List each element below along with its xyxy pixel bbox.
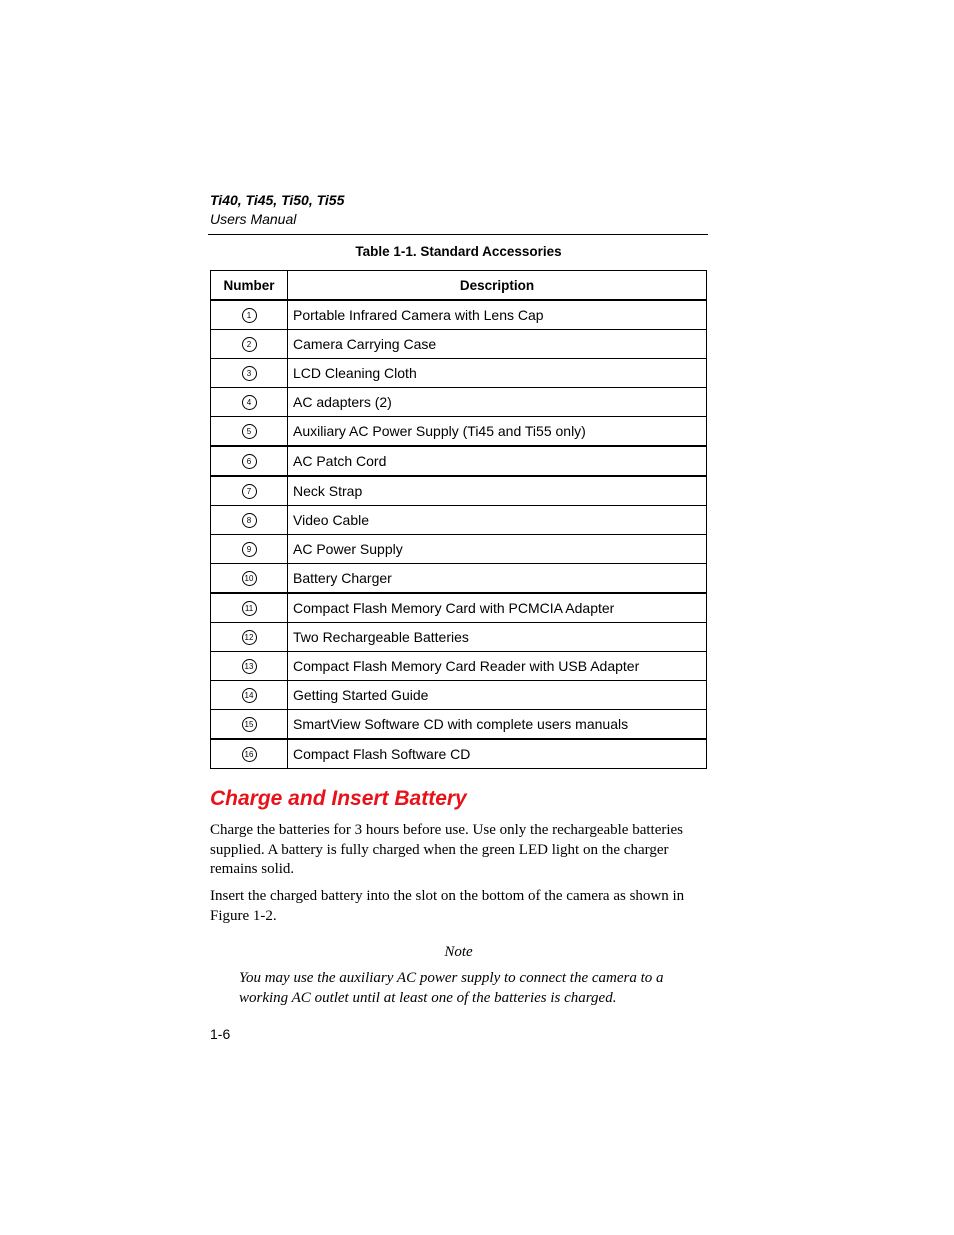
table-row: [211, 652, 707, 681]
table-row: [211, 476, 707, 506]
row-description: Compact Flash Memory Card Reader with USB Adapter: [288, 652, 707, 681]
circled-number: 3: [242, 366, 257, 381]
row-number-cell: [211, 300, 288, 330]
table-row: [211, 681, 707, 710]
circled-number: 16: [242, 747, 257, 762]
insert-paragraph: Insert the charged battery into the slot on the bottom of the camera as shown in Figure 1-2.: [210, 888, 685, 924]
row-description: Portable Infrared Camera with Lens Cap: [288, 300, 707, 330]
row-description: AC Patch Cord: [288, 446, 707, 476]
row-number-cell: [211, 330, 288, 359]
note-text: You may use the auxiliary AC power supply to connect the camera to a working AC outlet until at least one of the batteries is charged.: [239, 970, 664, 1006]
row-description: Compact Flash Software CD: [288, 739, 707, 769]
charge-paragraph: Charge the batteries for 3 hours before use. Use only the rechargeable batteries supplied. A battery is fully charged when the green LED light on the charger remains solid.: [210, 822, 684, 877]
circled-number: 7: [242, 484, 257, 499]
row-description: AC Power Supply: [288, 535, 707, 564]
row-number-cell: [211, 446, 288, 476]
circled-number: 12: [242, 630, 257, 645]
header-divider: [208, 234, 708, 235]
circled-number: 8: [242, 513, 257, 528]
row-number-cell: [211, 506, 288, 535]
row-number-cell: [211, 388, 288, 417]
row-description: AC adapters (2): [288, 388, 707, 417]
note-label: Note: [444, 944, 473, 960]
circled-number: 4: [242, 395, 257, 410]
column-header-description: Description: [288, 271, 707, 301]
table-row: [211, 564, 707, 594]
row-description: Camera Carrying Case: [288, 330, 707, 359]
table-row: [211, 739, 707, 769]
row-description: Two Rechargeable Batteries: [288, 623, 707, 652]
model-title: Ti40, Ti45, Ti50, Ti55: [210, 192, 345, 208]
row-description: Compact Flash Memory Card with PCMCIA Adapter: [288, 593, 707, 623]
row-number-cell: [211, 535, 288, 564]
row-number-cell: [211, 564, 288, 594]
table-row: [211, 535, 707, 564]
row-number-cell: [211, 710, 288, 740]
table-row: [211, 330, 707, 359]
row-number-cell: [211, 476, 288, 506]
row-description: SmartView Software CD with complete users manuals: [288, 710, 707, 740]
running-header: [210, 190, 708, 229]
table-caption: Table 1-1. Standard Accessories: [355, 244, 562, 259]
row-number-cell: [211, 359, 288, 388]
circled-number: 10: [242, 571, 257, 586]
column-header-number: Number: [211, 271, 288, 301]
row-description: Getting Started Guide: [288, 681, 707, 710]
row-number-cell: [211, 739, 288, 769]
row-number-cell: [211, 593, 288, 623]
circled-number: 5: [242, 424, 257, 439]
row-description: Battery Charger: [288, 564, 707, 594]
table-row: [211, 388, 707, 417]
row-number-cell: [211, 652, 288, 681]
row-description: Video Cable: [288, 506, 707, 535]
table-row: [211, 300, 707, 330]
manual-subtitle: Users Manual: [210, 211, 297, 227]
section-heading: Charge and Insert Battery: [210, 787, 467, 810]
row-description: LCD Cleaning Cloth: [288, 359, 707, 388]
circled-number: 2: [242, 337, 257, 352]
circled-number: 6: [242, 454, 257, 469]
table-row: [211, 359, 707, 388]
table-header-row: [211, 271, 707, 301]
table-row: [211, 710, 707, 740]
row-description: Neck Strap: [288, 476, 707, 506]
table-row: [211, 506, 707, 535]
table-row: [211, 623, 707, 652]
table-row: [211, 593, 707, 623]
table-row: [211, 417, 707, 447]
circled-number: 9: [242, 542, 257, 557]
circled-number: 14: [242, 688, 257, 703]
circled-number: 1: [242, 308, 257, 323]
page-number: 1-6: [210, 1026, 231, 1042]
row-number-cell: [211, 681, 288, 710]
row-number-cell: [211, 623, 288, 652]
row-description: Auxiliary AC Power Supply (Ti45 and Ti55 only): [288, 417, 707, 447]
row-number-cell: [211, 417, 288, 447]
accessories-table: [210, 270, 707, 769]
table-row: [211, 446, 707, 476]
circled-number: 11: [242, 601, 257, 616]
circled-number: 13: [242, 659, 257, 674]
circled-number: 15: [242, 717, 257, 732]
